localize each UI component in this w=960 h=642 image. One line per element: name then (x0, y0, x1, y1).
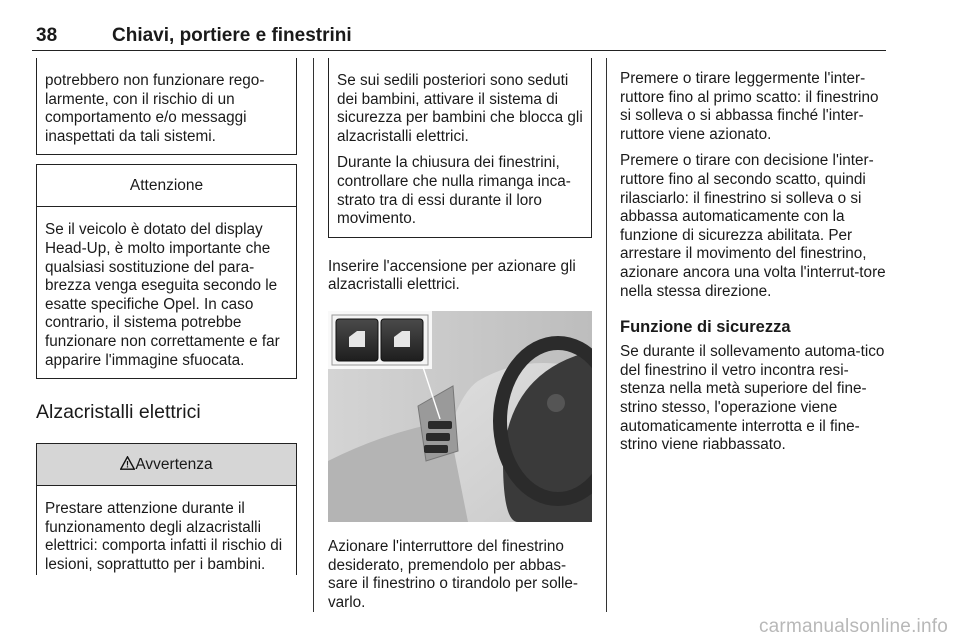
safety-subheading: Funzione di sicurezza (620, 318, 791, 337)
section-title: Alzacristalli elettrici (36, 401, 201, 424)
warning-box-text: Prestare attenzione durante il funzionamento degli alzacristalli elettrici: comporta infatti il rischio di lesioni, soprattutto per i bambini. (45, 500, 283, 573)
switch-paragraph-2: Premere o tirare con decisione l'inter-ruttore fino al secondo scatto, quindi rilasciarlo: il finestrino si solleva o si abbassa automaticamente con la funzione di sicurezza abilitata. Per arrestare il movimento del finestrino, azionare ancora una volta l'interrut-tore nella stessa direzione. (620, 152, 886, 300)
column-divider-2 (606, 58, 607, 612)
svg-text:!: ! (126, 459, 130, 470)
continued-box-text: potrebbero non funzionare rego-larmente, con il rischio di un comportamento e/o messaggi inaspettati da tali sistemi. (45, 72, 265, 145)
watermark: carmanualsonline.info (758, 616, 948, 637)
warning-box (36, 443, 297, 574)
window-switch-photo (328, 311, 592, 522)
continued-notice-box (36, 58, 297, 155)
page-number: 38 (36, 25, 58, 46)
attention-box-text: Se il veicolo è dotato del display Head-Up, è molto importante che qualsiasi sostituzione del para-brezza venga eseguita secondo le esatte specifiche Opel. In caso contrario, il sistema potrebbe funzionare non correttamente e far apparire l'immagine sfuocata. (45, 221, 280, 369)
safety-text: Se durante il sollevamento automa-tico del finestrino il vetro incontra resi-stenza nella metà superiore del fine-strino stesso, l'operazione viene automaticamente interrotta e il fine-strino viene riabbassato. (620, 343, 885, 454)
warning-triangle-icon (120, 456, 135, 470)
figure-caption: Azionare l'interruttore del finestrino desiderato, premendolo per abbas-sare il finestrino o tirandolo per solle-varlo. (328, 537, 578, 611)
warning-box-title: Avvertenza (135, 456, 213, 474)
column-middle (328, 58, 592, 612)
child-safety-box (328, 58, 592, 238)
attention-box (36, 164, 297, 379)
ignition-intro: Inserire l'accensione per azionare gli alzacristalli elettrici. (328, 257, 576, 294)
box-paragraph-2: Durante la chiusura dei finestrini, controllare che nulla rimanga inca-strato tra di essi durante il loro movimento. (337, 154, 571, 228)
switch-paragraph-1: Premere o tirare leggermente l'inter-ruttore fino al primo scatto: il finestrino si solleva o si abbassa finché l'inter-ruttore viene azionato. (620, 70, 879, 143)
warning-box-header (37, 444, 296, 486)
column-left (36, 58, 297, 575)
chapter-title: Chiavi, portiere e finestrini (112, 25, 352, 46)
column-divider-1 (313, 58, 314, 612)
column-right (620, 70, 888, 455)
attention-box-title: Attenzione (37, 165, 296, 207)
box-paragraph-1: Se sui sedili posteriori sono seduti dei bambini, attivare il sistema di sicurezza per bambini che blocca gli alzacristalli elettrici. (337, 72, 583, 145)
page-header (32, 25, 886, 51)
